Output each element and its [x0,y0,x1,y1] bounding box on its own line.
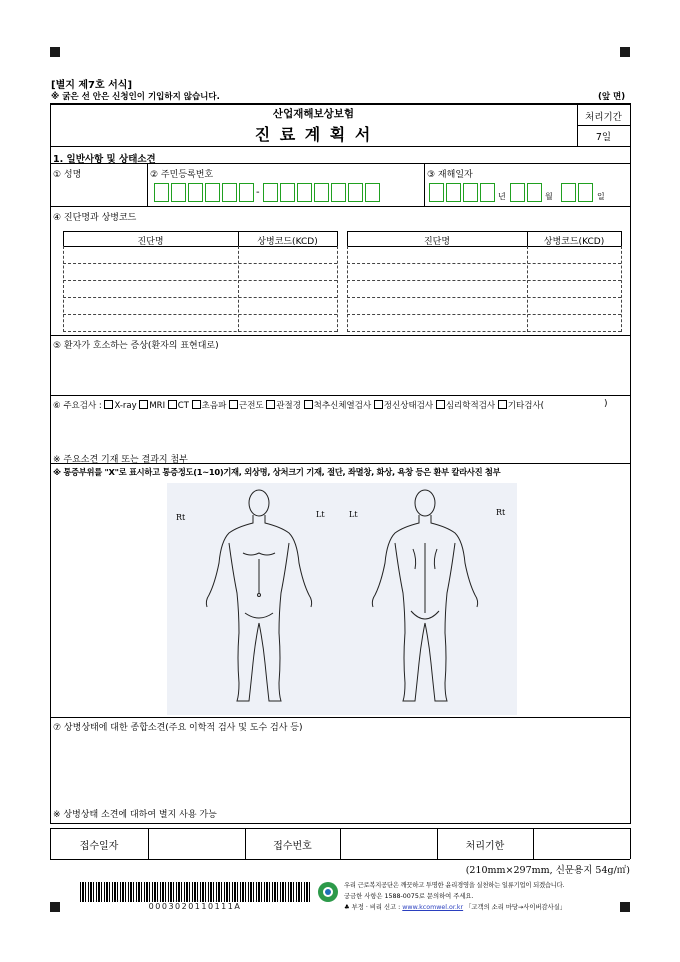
period-split [577,125,630,126]
exam-checkbox[interactable]: CT [168,401,189,411]
deadline-field[interactable] [534,829,629,858]
diag-table-edge [337,231,338,246]
exam-close-paren: ) [604,399,608,409]
diag-row[interactable] [347,314,621,315]
title-bottom [50,146,630,147]
diag-table-edge [621,231,622,246]
kcomwel-logo-icon [318,882,338,902]
year-digit-box[interactable] [429,183,444,202]
back-left-label: Lt [349,510,358,519]
diag-row[interactable] [63,314,337,315]
exam-note: ※ 주요소견 기재 또는 결과지 첨부 [53,455,188,465]
rrn-digit-box[interactable] [154,183,169,202]
exam-checkbox[interactable]: 관절경 [266,401,301,411]
diag-dash [63,246,64,332]
day-digit-box[interactable] [578,183,593,202]
row-line [50,717,630,718]
row-line [50,463,630,464]
rrn-digit-box[interactable] [171,183,186,202]
rrn-digit-box[interactable] [365,183,380,202]
rrn-digit-box[interactable] [188,183,203,202]
insurance-name: 산업재해보상보험 [272,108,355,120]
overall-note: ※ 상병상태 소견에 대하여 별지 사용 가능 [53,810,217,820]
row-line [50,335,630,336]
body-figures [167,483,517,715]
rrn-digit-box[interactable] [280,183,295,202]
barcode-number: 0003020110111A [148,902,242,911]
exam-row [53,399,544,411]
exam-checkbox[interactable]: 기타검사( [498,401,544,411]
row-divider [424,163,425,206]
diag-table-top [347,231,621,232]
name-label: ① 성명 [53,170,82,180]
rrn-digit-box[interactable] [314,183,329,202]
section-line [50,163,630,164]
year-digit-box[interactable] [463,183,478,202]
instruction-note: ※ 굵은 선 안은 신청인이 기입하지 않습니다. [51,92,220,102]
rrn-digit-box[interactable] [263,183,278,202]
frame-bottom [50,823,631,824]
receipt-number-field[interactable] [341,829,436,858]
year-unit: 년 [498,192,506,201]
year-digit-box[interactable] [480,183,495,202]
diag-row[interactable] [347,297,621,298]
code-col-header: 상병코드(KCD) [543,237,605,247]
registration-mark [50,47,60,57]
back-body-figure [372,490,477,701]
diag-col-header: 진단명 [137,237,164,247]
rrn-digit-box[interactable] [297,183,312,202]
month-unit: 월 [545,192,553,201]
report-path: 「고객의 소리 마당→사이버감사실」 [463,904,567,911]
diag-dash [337,246,338,332]
front-left-label: Lt [316,510,325,519]
frame-right [630,103,631,823]
document-title: 진 료 계 획 서 [254,125,373,144]
receipt-number-label: 접수번호 [273,841,312,852]
report-label: ♣ 부정 · 비리 신고 : [344,904,403,911]
row-line [50,206,630,207]
period-value: 7일 [595,132,612,143]
front-right-label: Rt [176,513,186,522]
rrn-label: ② 주민등록번호 [150,170,214,180]
exam-checkbox[interactable]: X-ray [104,401,136,411]
section-heading: 1. 일반사항 및 상태소견 [53,154,156,165]
overall-label: ⑦ 상병상태에 대한 종합소견(주요 이학적 검사 및 도수 검사 등) [53,723,303,733]
exam-checkbox[interactable]: 심리학적검사 [436,401,495,411]
diag-table-top [63,231,337,232]
ethics-line-3 [344,902,566,911]
diag-row[interactable] [63,297,337,298]
rrn-digit-box[interactable] [222,183,237,202]
registration-mark [620,47,630,57]
registration-mark [50,902,60,912]
exam-checkbox[interactable]: 정신상태검사 [374,401,433,411]
form-number: [별지 제7호 서식] [51,80,133,91]
diagnosis-label: ④ 진단명과 상병코드 [53,213,137,223]
day-digit-box[interactable] [561,183,576,202]
ethics-line-1: 우리 근로복지공단은 깨끗하고 투명한 윤리경영을 실천하는 일류기업이 되겠습니다. [344,882,565,889]
rrn-separator: - [256,187,260,198]
exam-checkbox[interactable]: 초음파 [192,401,227,411]
page-side-label: (앞 면) [598,92,626,102]
front-body-figure [206,490,311,701]
paper-spec: (210mm×297mm, 신문용지 54g/㎡) [465,865,630,876]
diag-row[interactable] [63,280,337,281]
diag-row[interactable] [63,331,337,332]
receipt-date-field[interactable] [149,829,244,858]
rrn-digit-box[interactable] [205,183,220,202]
frame-top [50,103,630,105]
diag-dash [527,246,528,332]
diag-row[interactable] [347,280,621,281]
kcomwel-link[interactable]: www.kcomwel.or.kr [402,904,464,911]
date-label: ③ 재해일자 [427,170,473,180]
ethics-line-2: 궁금한 사항은 1588-0075로 문의하여 주세요. [344,893,474,900]
diag-dash [347,246,348,332]
period-label: 처리기간 [585,112,622,123]
back-right-label: Rt [496,508,506,517]
row-line [50,395,630,396]
diag-col-header: 진단명 [423,237,451,247]
code-col-header: 상병코드(KCD) [257,237,318,247]
exam-checkbox[interactable]: MRI [139,401,165,411]
registration-mark [620,902,630,912]
symptom-label: ⑤ 환자가 호소하는 증상(환자의 표현대로) [53,341,219,351]
exam-label: ⑥ 주요검사 : [53,401,102,411]
symptom-field[interactable] [51,350,629,394]
receipt-bottom [50,859,630,860]
month-digit-box[interactable] [510,183,525,202]
receipt-edge [630,828,631,859]
barcode [80,882,310,902]
diag-row[interactable] [347,263,621,264]
overall-field[interactable] [51,732,629,802]
body-chart[interactable] [167,483,517,715]
day-unit: 일 [597,192,605,201]
exam-checkbox[interactable]: 척추신체열검사 [304,401,371,411]
year-digit-box[interactable] [446,183,461,202]
row-divider [147,163,148,206]
rrn-digit-box[interactable] [348,183,363,202]
diag-row[interactable] [347,331,621,332]
month-digit-box[interactable] [527,183,542,202]
rrn-digit-box[interactable] [331,183,346,202]
diag-row[interactable] [63,263,337,264]
exam-checkbox[interactable]: 근전도 [229,401,264,411]
receipt-date-label: 접수일자 [79,841,119,852]
diag-dash [238,246,239,332]
deadline-label: 처리기한 [465,841,505,852]
rrn-digit-box[interactable] [239,183,254,202]
pain-note: ※ 통증부위를 "X"로 표시하고 통증정도(1~10)기재, 외상명, 상처크기 기재, 절단, 좌멸창, 화상, 욕창 등은 환부 칼라사진 첨부 [53,467,501,477]
diag-dash [621,246,622,332]
